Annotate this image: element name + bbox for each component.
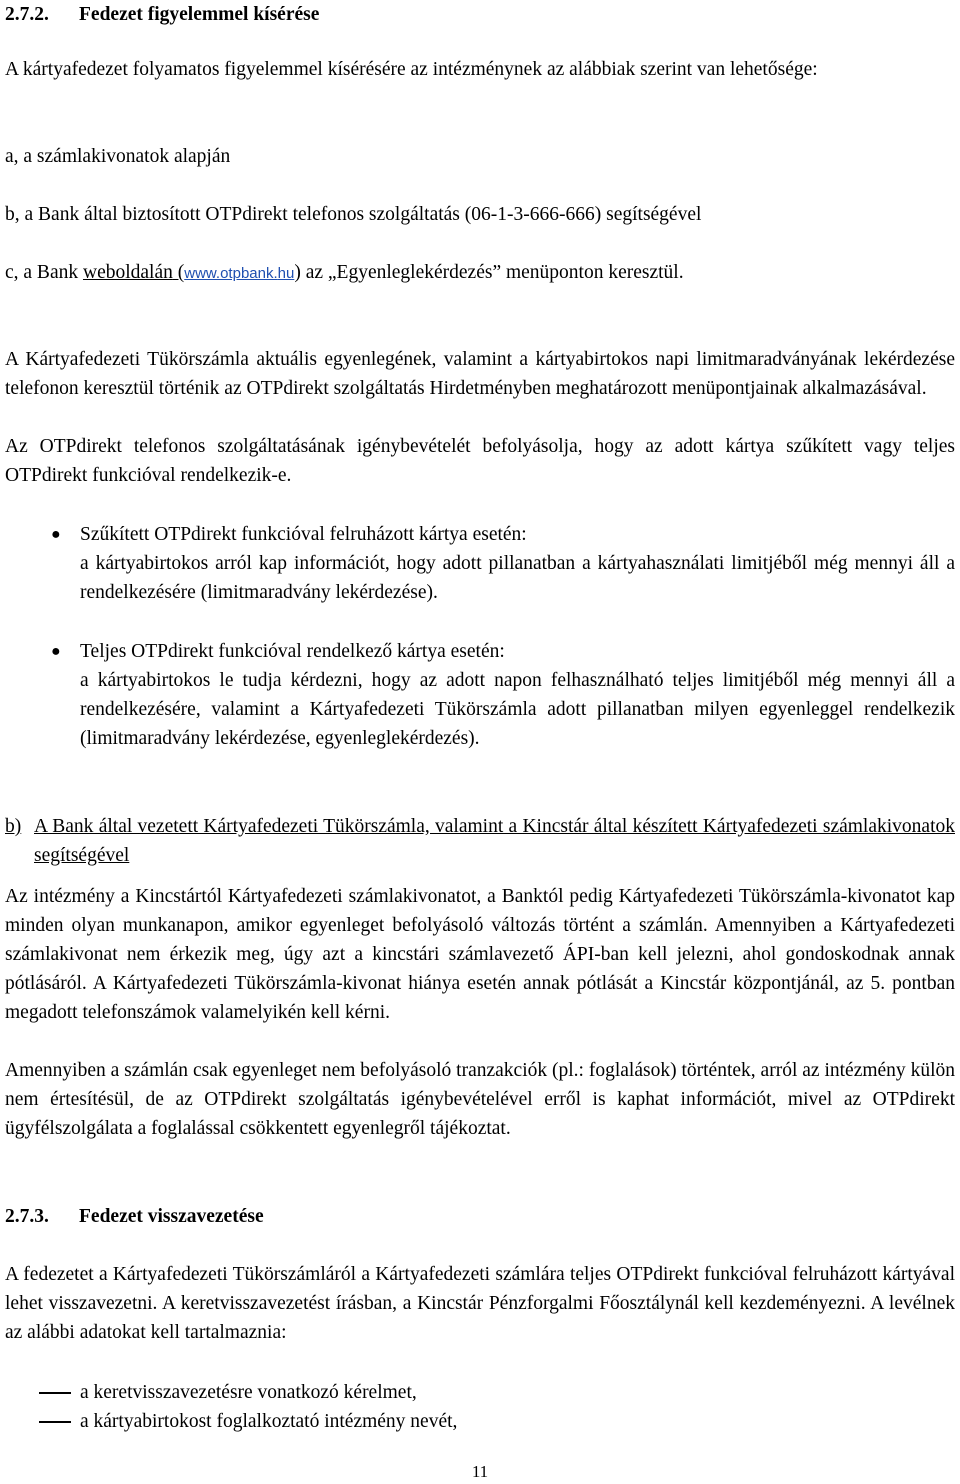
bullet-icon: ● bbox=[51, 643, 61, 660]
section-number: 2.7.3. bbox=[5, 1206, 49, 1227]
bullet-item-szukitett bbox=[5, 520, 955, 607]
option-c bbox=[5, 258, 955, 288]
bullet-title: Szűkített OTPdirekt funkcióval felruházott kártya esetén: bbox=[80, 524, 527, 545]
weboldalan-link[interactable]: weboldalán bbox=[82, 262, 173, 283]
bullet-item-teljes bbox=[5, 637, 955, 753]
page-number: 11 bbox=[471, 1462, 489, 1481]
dash-icon bbox=[39, 1421, 71, 1423]
otpbank-url-link[interactable] bbox=[184, 265, 294, 282]
tukorszamla-paragraph: A Kártyafedezeti Tükörszámla aktuális egyenlegének, valamint a kártyabirtokos napi limitmaradványának lekérdezése telefonon keresztül történik az OTPdirekt szolgáltatás Hirdetményben meghatározott menüpontjainak alkalmazásával. bbox=[5, 349, 955, 399]
option-a: a, a számlakivonatok alapján bbox=[5, 146, 231, 167]
subheading-label: b) bbox=[5, 816, 22, 837]
section-heading-2-7-2 bbox=[5, 0, 955, 29]
dash-item bbox=[5, 1407, 955, 1436]
subheading-text: A Bank által vezetett Kártyafedezeti Tükörszámla, valamint a Kincstár által készített Kártyafedezeti számlakivonatok segítségével bbox=[34, 816, 955, 866]
option-b: b, a Bank által biztosított OTPdirekt telefonos szolgáltatás (06-1-3-666-666) segítségével bbox=[5, 204, 702, 225]
bullet-icon: ● bbox=[51, 526, 61, 543]
otpbank-url-main: www.otpbank. bbox=[184, 265, 278, 282]
dash-text: a keretvisszavezetésre vonatkozó kérelmet, bbox=[80, 1382, 417, 1403]
section-title: Fedezet figyelemmel kísérése bbox=[79, 4, 320, 25]
intro-paragraph: A kártyafedezet folyamatos figyelemmel kísérésére az intézménynek az alábbiak szerint van lehetősége: bbox=[5, 59, 818, 80]
otpdirekt-paragraph: Az OTPdirekt telefonos szolgáltatásának igénybevételét befolyásolja, hogy az adott kártya szűkített vagy teljes OTPdirekt funkcióval rendelkezik-e. bbox=[5, 436, 955, 486]
option-c-prefix: c, a Bank bbox=[5, 262, 83, 283]
option-c-suffix: ) az „Egyenleglekérdezés” menüponton keresztül. bbox=[294, 262, 684, 283]
bullet-text: a kártyabirtokos arról kap információt, hogy adott pillanatban a kártyahasználati limitjéből még mennyi áll a rendelkezésére (limitmaradvány lekérdezése). bbox=[80, 553, 955, 603]
dash-item bbox=[5, 1378, 955, 1407]
dash-text: a kártyabirtokost foglalkoztató intézmény nevét, bbox=[80, 1411, 458, 1432]
fedezet-paragraph: A fedezetet a Kártyafedezeti Tükörszámláról a Kártyafedezeti számlára teljes OTPdirekt funkcióval felruházott kártyával lehet visszavezetni. A keretvisszavezetést írásban, a Kincstár Pénzforgalmi Főosztálynál kell kezdeményezni. A levélnek az alábbi adatokat kell tartalmaznia: bbox=[5, 1264, 955, 1343]
section-number: 2.7.2. bbox=[5, 4, 49, 25]
amennyiben-paragraph: Amennyiben a számlán csak egyenleget nem befolyásoló tranzakciók (pl.: foglalások) történtek, arról az intézmény külön nem értesítésül, de az OTPdirekt szolgáltatás igénybevételével erről is kaphat információt, mivel az OTPdirekt ügyfélszolgálata a foglalással csökkentett egyenlegről tájékoztat. bbox=[5, 1060, 955, 1139]
intezmeny-paragraph: Az intézmény a Kincstártól Kártyafedezeti számlakivonatot, a Banktól pedig Kártyafedezeti Tükörszámla-kivonatot kap minden olyan munkanapon, amikor egyenleget befolyásoló változás történt a számlán. Amennyiben a Kártyafedezeti számlakivonat nem érkezik meg, úgy azt a kincstári számlavezető ÁPI-ban kell jelezni, ahol gondoskodnak annak pótlásáról. A Kártyafedezeti Tükörszámla-kivonat hiánya esetén annak pótlását a Kincstár központjánál, az 5. pontban megadott telefonszámok valamelyikén kell kérni. bbox=[5, 886, 955, 1023]
paren-open: ( bbox=[172, 262, 185, 283]
otpbank-url-tld: hu bbox=[277, 265, 295, 282]
bullet-text: a kártyabirtokos le tudja kérdezni, hogy az adott napon felhasználható teljes limitjéből még mennyi áll a rendelkezésére, valamint a Kártyafedezeti Tükörszámla adott pillanatban milyen egyenleggel rendelkezik (limitmaradvány lekérdezése, egyenleglekérdezés). bbox=[80, 670, 955, 749]
subheading-b bbox=[5, 812, 955, 870]
dash-icon bbox=[39, 1392, 71, 1394]
section-title: Fedezet visszavezetése bbox=[79, 1206, 264, 1227]
bullet-title: Teljes OTPdirekt funkcióval rendelkező kártya esetén: bbox=[80, 641, 505, 662]
section-heading-2-7-3 bbox=[5, 1202, 955, 1231]
